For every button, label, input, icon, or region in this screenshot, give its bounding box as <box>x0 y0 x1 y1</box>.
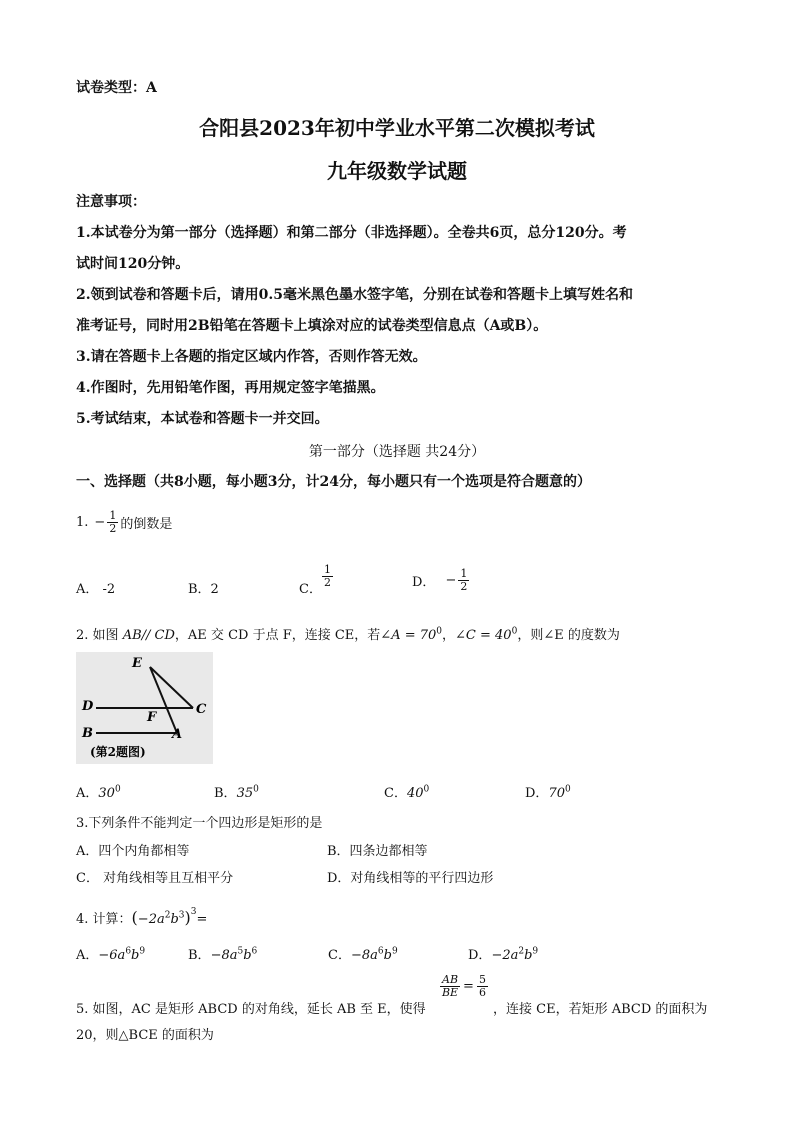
paper-type-label: 试卷类型：A <box>76 80 157 96</box>
q1-option-c-fraction <box>322 564 333 589</box>
q1-minus: − <box>94 515 106 530</box>
notice-item-5: 5.考试结束，本试卷和答题卡一并交回。 <box>76 411 329 427</box>
q1-option-c-label: C． <box>299 582 322 597</box>
q2-label-e: E <box>132 656 142 671</box>
q2-option-a-value: 30 <box>98 786 115 801</box>
q2-angle-a-deg: 0 <box>436 626 443 637</box>
q4-option-c-exp2: 9 <box>391 946 398 957</box>
q4-option-c-b: b <box>383 948 392 963</box>
q5-ratio-left-den: BE <box>441 986 459 999</box>
q1-option-d <box>412 568 469 593</box>
q5-ratio-equals: = <box>463 979 474 994</box>
q2-ab: AB <box>122 628 142 643</box>
q1-option-d-num: 1 <box>460 567 468 580</box>
q2-option-d <box>525 782 571 801</box>
part1-heading: 第一部分（选择题 共24分） <box>308 444 486 460</box>
q4-b: b <box>170 912 179 927</box>
q1-frac-den: 2 <box>109 522 117 535</box>
q2-option-d-deg: 0 <box>564 784 571 795</box>
q2-cd: CD <box>154 628 175 643</box>
notice-item-4: 4.作图时，先用铅笔作图，再用规定签字笔描黑。 <box>76 380 385 396</box>
q2-option-c-value: 40 <box>406 786 424 801</box>
q2-angle-c: ∠C = 40 <box>455 628 512 643</box>
question-5-lead: 5. 如图，AC 是矩形 ABCD 的对角线，延长 AB 至 E，使得 <box>76 1002 426 1017</box>
notice-item-2-line-1: 2.领到试卷和答题卡后，请用0.5毫米黑色墨水签字笔，分别在试卷和答题卡上填写姓名和 <box>76 287 633 303</box>
q4-option-a-coef: −6a <box>98 948 126 963</box>
exam-subtitle: 九年级数学试题 <box>327 159 467 183</box>
q2-option-c-label: C． <box>384 786 407 801</box>
q2-option-b-label: B． <box>214 786 237 801</box>
q4-option-b-label: B． <box>188 948 211 963</box>
q4-option-d <box>468 944 538 963</box>
q4-option-b-exp1: 5 <box>237 946 244 957</box>
q1-tail: 的倒数是 <box>120 517 173 532</box>
q1-option-c-den: 2 <box>323 576 331 589</box>
q2-option-c <box>384 782 429 801</box>
section-heading: 一、选择题（共8小题，每小题3分，计24分，每小题只有一个选项是符合题意的） <box>76 474 591 490</box>
q1-option-d-fraction <box>458 568 469 593</box>
q4-exp-b: 3 <box>178 910 185 921</box>
q2-tail: ，则∠E 的度数为 <box>517 628 620 643</box>
q4-exp-outer: 3 <box>190 906 197 917</box>
question-4-stem <box>76 908 207 927</box>
q2-lead: 2. 如图 <box>76 628 119 643</box>
q4-option-b-b: b <box>243 948 252 963</box>
q4-option-b-coef: −8a <box>210 948 238 963</box>
q4-option-a-b: b <box>131 948 140 963</box>
q3-option-b: B．四条边都相等 <box>327 844 428 859</box>
q2-label-a: A <box>172 727 183 742</box>
q4-equals: = <box>196 912 208 927</box>
q2-mid: ，AE 交 CD 于点 F，连接 CE，若 <box>174 628 381 643</box>
q1-option-c <box>299 556 333 597</box>
q4-option-d-exp1: 2 <box>518 946 525 957</box>
q1-option-c-num: 1 <box>323 563 331 576</box>
q5-line-2: 20，则△BCE 的面积为 <box>76 1028 214 1043</box>
q4-option-c <box>328 944 398 963</box>
q2-option-d-label: D． <box>525 786 549 801</box>
notice-item-1-line-2: 试时间120分钟。 <box>76 256 190 272</box>
q2-angle-a: ∠A = 70 <box>380 628 437 643</box>
q4-option-a-exp1: 6 <box>125 946 132 957</box>
q2-option-a-deg: 0 <box>114 784 121 795</box>
q2-figure-caption: (第2题图) <box>90 745 146 759</box>
q1-option-d-den: 2 <box>460 580 468 593</box>
q2-option-d-value: 70 <box>548 786 565 801</box>
notice-item-2-line-2: 准考证号，同时用2B铅笔在答题卡上填涂对应的试卷类型信息点（A或B）。 <box>76 318 548 334</box>
q1-fraction <box>107 510 118 535</box>
q3-option-c: C． 对角线相等且互相平分 <box>76 871 234 886</box>
q5-ratio <box>440 974 488 999</box>
q4-lead: 4. 计算： <box>76 912 132 927</box>
q4-base: −2a <box>137 912 165 927</box>
q5-ratio-right-den: 6 <box>478 986 486 999</box>
q1-option-a: A． -2 <box>76 582 116 597</box>
question-2-stem <box>76 624 620 643</box>
q2-sep: ， <box>442 628 456 643</box>
q2-label-c: C <box>196 702 207 717</box>
q4-exp-a: 2 <box>164 910 171 921</box>
q4-option-d-exp2: 9 <box>532 946 539 957</box>
q4-option-a-exp2: 9 <box>139 946 146 957</box>
q4-option-c-label: C． <box>328 948 351 963</box>
q4-option-b <box>188 944 257 963</box>
q1-frac-num: 1 <box>109 509 117 522</box>
q4-option-d-coef: −2a <box>491 948 519 963</box>
q4-option-a-label: A． <box>76 948 99 963</box>
q4-option-d-label: D． <box>468 948 492 963</box>
q1-option-b: B．2 <box>188 582 219 597</box>
q2-label-d: D <box>82 699 94 714</box>
q4-paren-close: ) <box>184 908 191 927</box>
q4-option-d-b: b <box>524 948 533 963</box>
q2-figure <box>76 652 213 764</box>
q5-ratio-right-num: 5 <box>478 973 486 986</box>
q3-option-d: D．对角线相等的平行四边形 <box>327 871 494 886</box>
q4-option-c-exp1: 6 <box>377 946 384 957</box>
q5-ratio-left <box>440 974 460 999</box>
q2-option-c-deg: 0 <box>423 784 430 795</box>
notice-item-1-line-1: 1.本试卷分为第一部分（选择题）和第二部分（非选择题）。全卷共6页，总分120分。考 <box>76 225 627 241</box>
q4-option-a <box>76 944 145 963</box>
q1-option-d-minus: − <box>445 573 457 588</box>
q2-option-b-deg: 0 <box>253 784 259 795</box>
exam-title: 合阳县2023年初中学业水平第二次模拟考试 <box>199 116 595 140</box>
q2-figure-svg <box>76 652 213 764</box>
q2-option-b-value: 35 <box>236 786 254 801</box>
q2-label-b: B <box>82 726 93 741</box>
q5-ratio-right <box>477 974 488 999</box>
q1-number: 1. <box>76 515 89 530</box>
question-3-stem: 3.下列条件不能判定一个四边形是矩形的是 <box>76 816 323 831</box>
q2-angle-c-deg: 0 <box>511 626 518 637</box>
notice-heading: 注意事项： <box>76 194 146 210</box>
q1-option-d-label: D． <box>412 575 436 590</box>
question-1-stem <box>76 510 172 535</box>
q2-option-a-label: A． <box>76 786 99 801</box>
q2-line-ec <box>150 667 193 708</box>
q4-option-c-coef: −8a <box>350 948 378 963</box>
q5-ratio-left-num: AB <box>442 973 459 986</box>
q2-label-f: F <box>147 710 157 725</box>
q4-paren-open: ( <box>131 908 138 927</box>
q3-option-a: A．四个内角都相等 <box>76 844 190 859</box>
q5-tail: ，连接 CE，若矩形 ABCD 的面积为 <box>493 1002 708 1017</box>
q2-parallel: // <box>141 628 151 643</box>
notice-item-3: 3.请在答题卡上各题的指定区域内作答，否则作答无效。 <box>76 349 427 365</box>
q2-option-a <box>76 782 121 801</box>
q4-option-b-exp2: 6 <box>251 946 258 957</box>
q2-option-b <box>214 782 259 801</box>
